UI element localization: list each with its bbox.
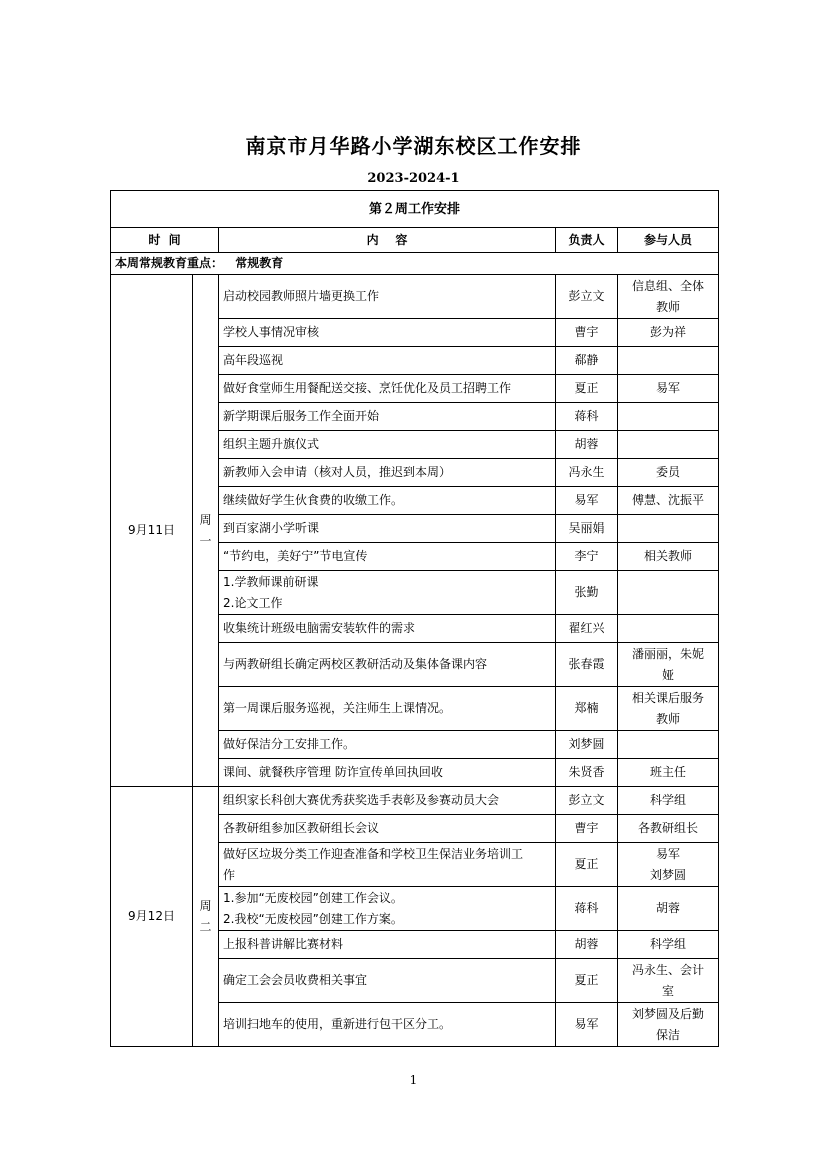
- focus-cell: [111, 253, 719, 275]
- participant-line: 信息组、全体: [632, 278, 705, 293]
- task-content-line: 作: [223, 867, 236, 882]
- week-title-row: [111, 191, 719, 228]
- task-content: [219, 571, 556, 615]
- task-content-line: 课间、就餐秩序管理 防诈宣传单回执回收: [223, 765, 443, 779]
- task-participants: [618, 931, 719, 959]
- task-content-line: 各教研组参加区教研组长会议: [223, 821, 380, 835]
- task-owner: 胡蓉: [556, 431, 618, 459]
- participant-line: 科学组: [650, 937, 687, 951]
- task-participants: [618, 319, 719, 347]
- task-content-line: 第一周课后服务巡视，关注师生上课情况。: [223, 701, 452, 715]
- participant-line: 易军: [656, 846, 681, 861]
- weekday-char: 一: [199, 533, 212, 548]
- weekday-cell: [193, 787, 219, 1047]
- task-content-line: 上报科普讲解比赛材料: [223, 937, 344, 951]
- task-owner: 曹宇: [556, 319, 618, 347]
- task-owner: 夏正: [556, 843, 618, 887]
- participant-line: 班主任: [650, 765, 687, 779]
- task-owner: 冯永生: [556, 459, 618, 487]
- task-participants: [618, 459, 719, 487]
- task-owner: 朱贤香: [556, 759, 618, 787]
- task-participants: [618, 403, 719, 431]
- task-owner: 郑楠: [556, 687, 618, 731]
- task-participants: [618, 787, 719, 815]
- task-owner: 彭立文: [556, 275, 618, 319]
- task-content-line: 组织主题升旗仪式: [223, 437, 320, 451]
- task-participants: [618, 959, 719, 1003]
- task-content-line: 新教师入会申请（核对人员，推迟到本周）: [223, 465, 452, 479]
- task-content: [219, 319, 556, 347]
- task-participants: [618, 515, 719, 543]
- header-participants: 参与人员: [618, 228, 719, 253]
- participant-line: 傅慧、沈振平: [632, 493, 705, 507]
- page-number: 1: [409, 1073, 418, 1087]
- task-participants: [618, 375, 719, 403]
- participant-line: 冯永生、会计: [632, 962, 705, 977]
- task-participants: [618, 487, 719, 515]
- weekday-char: 二: [199, 919, 212, 934]
- task-content-line: 做好保洁分工安排工作。: [223, 737, 356, 751]
- task-owner: 蒋科: [556, 887, 618, 931]
- participant-line: 刘梦圆及后勤: [632, 1006, 705, 1021]
- task-participants: [618, 571, 719, 615]
- task-content-line: 组织家长科创大赛优秀获奖选手表彰及参赛动员大会: [223, 793, 500, 807]
- task-participants: [618, 615, 719, 643]
- task-participants: [618, 347, 719, 375]
- task-content-line: 高年段巡视: [223, 353, 284, 367]
- task-content: [219, 515, 556, 543]
- schedule-body: [111, 191, 719, 1047]
- task-content: [219, 543, 556, 571]
- task-content: [219, 843, 556, 887]
- participant-line: 室: [662, 983, 675, 998]
- task-participants: [618, 815, 719, 843]
- task-owner: 易军: [556, 1003, 618, 1047]
- task-content: [219, 687, 556, 731]
- school-year: 2023-2024-1: [367, 171, 460, 186]
- week-title: 第２周工作安排: [111, 191, 719, 228]
- schedule-table: [110, 190, 719, 1047]
- task-content: [219, 815, 556, 843]
- participant-line: 彭为祥: [650, 325, 687, 339]
- participant-line: 刘梦圆: [650, 867, 687, 882]
- task-owner: 李宁: [556, 543, 618, 571]
- task-content-line: 1.参加“无废校园”创建工作会议。: [223, 890, 403, 905]
- participant-line: 教师: [656, 711, 681, 726]
- task-content: [219, 375, 556, 403]
- task-content-line: 做好区垃圾分类工作迎查准备和学校卫生保洁业务培训工: [223, 846, 524, 861]
- header-content: 内 容: [219, 228, 556, 253]
- task-owner: 郗静: [556, 347, 618, 375]
- task-content-line: 收集统计班级电脑需安装软件的需求: [223, 621, 416, 635]
- task-content: [219, 731, 556, 759]
- task-content-line: 与两教研组长确定两校区教研活动及集体备课内容: [223, 657, 488, 671]
- participant-line: 胡蓉: [656, 901, 681, 915]
- task-owner: 张春霞: [556, 643, 618, 687]
- task-content-line: 培训扫地车的使用，重新进行包干区分工。: [223, 1017, 452, 1031]
- task-content-line: 学校人事情况审核: [223, 325, 320, 339]
- participant-line: 保洁: [656, 1027, 681, 1042]
- task-participants: [618, 643, 719, 687]
- task-content-line: “节约电，美好宁”节电宣传: [223, 549, 368, 563]
- task-participants: [618, 687, 719, 731]
- participant-line: 相关课后服务: [632, 690, 705, 705]
- weekday-char: 周: [199, 512, 212, 527]
- task-owner: 彭立文: [556, 787, 618, 815]
- focus-row: [111, 253, 719, 275]
- task-content-line: 2.我校“无废校园”创建工作方案。: [223, 911, 403, 926]
- task-owner: 翟红兴: [556, 615, 618, 643]
- task-content: [219, 275, 556, 319]
- participant-line: 相关教师: [644, 549, 693, 563]
- task-owner: 夏正: [556, 375, 618, 403]
- task-participants: [618, 843, 719, 887]
- task-content: [219, 487, 556, 515]
- participant-line: 易军: [656, 381, 681, 395]
- task-owner: 夏正: [556, 959, 618, 1003]
- weekday-char: 周: [199, 898, 212, 913]
- task-participants: [618, 275, 719, 319]
- page-title: 南京市月华路小学湖东校区工作安排: [245, 134, 582, 158]
- task-content-line: 继续做好学生伙食费的收缴工作。: [223, 493, 404, 507]
- task-content-line: 新学期课后服务工作全面开始: [223, 409, 380, 423]
- date-cell: 9月12日: [111, 787, 193, 1047]
- task-content: [219, 959, 556, 1003]
- task-content-line: 启动校园教师照片墙更换工作: [223, 289, 380, 303]
- task-content-line: 2.论文工作: [223, 595, 283, 610]
- focus-value: 常规教育: [235, 256, 284, 270]
- task-content: [219, 615, 556, 643]
- task-content-line: 做好食堂师生用餐配送交接、烹饪优化及员工招聘工作: [223, 381, 512, 395]
- date-cell: 9月11日: [111, 275, 193, 787]
- task-content: [219, 431, 556, 459]
- task-owner: 易军: [556, 487, 618, 515]
- task-owner: 曹宇: [556, 815, 618, 843]
- task-content: [219, 887, 556, 931]
- task-content-line: 确定工会会员收费相关事宜: [223, 973, 368, 987]
- task-content: [219, 347, 556, 375]
- task-content-line: 1.学教师课前研课: [223, 574, 319, 589]
- header-row: [111, 228, 719, 253]
- task-participants: [618, 759, 719, 787]
- task-content-line: 到百家湖小学听课: [223, 521, 320, 535]
- task-participants: [618, 543, 719, 571]
- task-owner: 张勤: [556, 571, 618, 615]
- task-participants: [618, 887, 719, 931]
- task-content: [219, 787, 556, 815]
- task-content: [219, 459, 556, 487]
- task-owner: 胡蓉: [556, 931, 618, 959]
- participant-line: 教师: [656, 299, 681, 314]
- participant-line: 潘丽丽，朱妮: [632, 646, 705, 661]
- task-owner: 蒋科: [556, 403, 618, 431]
- task-content: [219, 1003, 556, 1047]
- participant-line: 娅: [662, 667, 675, 682]
- task-content: [219, 403, 556, 431]
- task-participants: [618, 431, 719, 459]
- task-content: [219, 931, 556, 959]
- table-row: [111, 787, 719, 815]
- task-content: [219, 759, 556, 787]
- header-owner: 负责人: [556, 228, 618, 253]
- focus-label: 本周常规教育重点：: [115, 256, 224, 270]
- participant-line: 各教研组长: [638, 821, 699, 835]
- task-participants: [618, 1003, 719, 1047]
- participant-line: 科学组: [650, 793, 687, 807]
- task-owner: 刘梦圆: [556, 731, 618, 759]
- task-content: [219, 643, 556, 687]
- task-participants: [618, 731, 719, 759]
- participant-line: 委员: [656, 465, 681, 479]
- header-time: 时 间: [111, 228, 219, 253]
- weekday-cell: [193, 275, 219, 787]
- task-owner: 吴丽娟: [556, 515, 618, 543]
- table-row: [111, 275, 719, 319]
